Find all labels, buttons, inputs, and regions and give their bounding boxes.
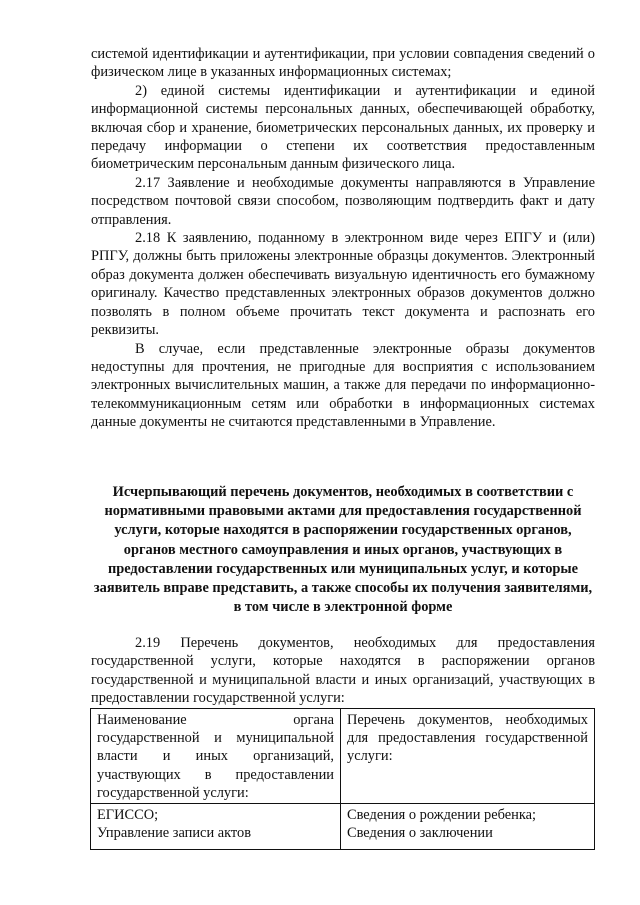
cell-documents — [341, 804, 595, 850]
paragraph-2-18: 2.18 К заявлению, поданному в электронном виде через ЕПГУ и (или) РПГУ, должны быть приложены электронные образцы документов. Электронный образ документа должен обеспечивать визуальную идентичность его бумажному оригиналу. Качество представленных электронных образов документов должно позволять в полном объеме прочитать текст документа и распознать его реквизиты. — [91, 230, 595, 339]
cell-text: Сведения о заключении — [347, 825, 493, 842]
section-heading: Исчерпывающий перечень документов, необходимых в соответствии с нормативными правовыми актами для предоставления государственной услуги, которые находятся в распоряжении государственных органов, органов местного самоуправления и иных органов, участвующих в предоставлении государственных или муниципальных услуг, и которые заявитель вправе представить, а также способы их получения заявителями, в том числе в электронной форме — [93, 484, 593, 616]
body-text-block — [91, 45, 595, 432]
cell-text: Сведения о рождении ребенка; — [347, 807, 536, 824]
paragraph-continuation: системой идентификации и аутентификации, при условии совпадения сведений о физическом лице в указанных информационных системах; — [91, 46, 595, 81]
header-cell-authority: Наименование органа государственной и муниципальной власти и иных организаций, участвующих в предоставлении государственной услуги: — [91, 709, 341, 804]
paragraph-2-17: 2.17 Заявление и необходимые документы направляются в Управление посредством почтовой связи способом, позволяющим подтвердить факт и дату отправления. — [91, 174, 595, 228]
paragraph-2-19: 2.19 Перечень документов, необходимых для предоставления государственной услуги, которые находятся в распоряжении органов государственной и муниципальной власти и иных организаций, участвующих в предоставлении государственной услуги: — [91, 635, 595, 707]
cell-text: ЕГИССО; — [97, 807, 159, 824]
table-header-row — [91, 709, 595, 804]
cell-authority — [91, 804, 341, 850]
paragraph-2-19-block — [91, 634, 595, 708]
header-cell-documents: Перечень документов, необходимых для предоставления государственной услуги: — [341, 709, 595, 804]
paragraph-electronic-images: В случае, если представленные электронные образы документов недоступны для прочтения, не пригодные для восприятия с использованием электронных вычислительных машин, а также для передачи по информационно-телекоммуникационным сетям или обработки в информационных системах данные документы не считаются представленными в Управление. — [91, 340, 595, 431]
table-row — [91, 804, 595, 850]
documents-table — [90, 708, 595, 850]
cell-text: Управление записи актов — [97, 825, 252, 842]
paragraph-item-2: 2) единой системы идентификации и аутентификации и единой информационной системы персональных данных, обеспечивающей обработку, включая сбор и хранение, биометрических персональных данных, их проверку и передачу информации о степени их соответствия предоставленным биометрическим персональным данным физического лица. — [91, 82, 595, 173]
